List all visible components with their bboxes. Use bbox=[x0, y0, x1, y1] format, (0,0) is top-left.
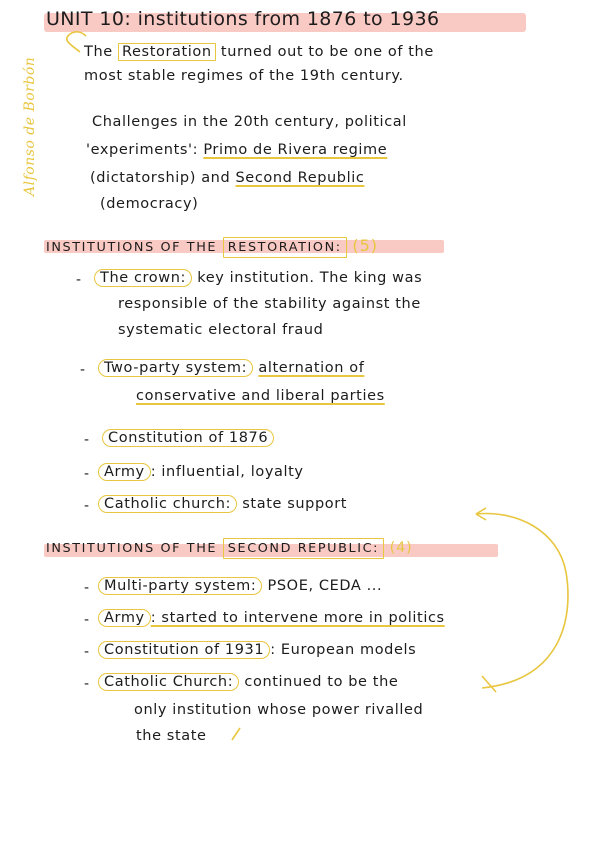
bullet-dash: - bbox=[84, 498, 90, 514]
challenges-line-1: Challenges in the 20th century, political bbox=[92, 114, 407, 130]
restoration-item-constitution bbox=[102, 430, 274, 446]
crown-line-2: responsible of the stability against the bbox=[118, 296, 421, 312]
republic-army-term: Army bbox=[98, 609, 151, 627]
republic-item-multi-party bbox=[98, 578, 382, 594]
republic-heading-pre: INSTITUTIONS OF THE bbox=[46, 541, 218, 556]
slash-mark bbox=[232, 728, 240, 740]
crown-term: The crown: bbox=[94, 269, 192, 287]
two-party-line-2-text: conservative and liberal parties bbox=[136, 388, 385, 404]
catholic-church-term: Catholic church: bbox=[98, 495, 237, 513]
two-party-term: Two-party system: bbox=[98, 359, 253, 377]
restoration-heading-pre: INSTITUTIONS OF THE bbox=[46, 240, 218, 255]
multi-party-line-1: PSOE, CEDA ... bbox=[267, 578, 383, 594]
constitution-1931-term: Constitution of 1931 bbox=[98, 641, 270, 659]
constitution-1876-term: Constitution of 1876 bbox=[102, 429, 274, 447]
crown-line-1: key institution. The king was bbox=[197, 270, 423, 286]
republic-count: (4) bbox=[389, 540, 413, 556]
bullet-dash: - bbox=[84, 466, 90, 482]
restoration-item-two-party bbox=[98, 360, 364, 376]
intro-line-2: most stable regimes of the 19th century. bbox=[84, 68, 404, 84]
republic-church-line-3: the state bbox=[136, 728, 207, 744]
restoration-count: (5) bbox=[352, 236, 378, 255]
army-term: Army bbox=[98, 463, 151, 481]
republic-heading bbox=[46, 540, 413, 556]
two-party-line-2 bbox=[136, 388, 385, 404]
intro-line-1 bbox=[84, 44, 434, 60]
bullet-dash: - bbox=[76, 272, 82, 288]
multi-party-term: Multi-party system: bbox=[98, 577, 262, 595]
restoration-item-church bbox=[98, 496, 347, 512]
second-republic-underlined: Second Republic bbox=[235, 170, 365, 186]
bullet-dash: - bbox=[80, 362, 86, 378]
republic-church-line-1: continued to be the bbox=[244, 674, 399, 690]
republic-item-church bbox=[98, 674, 398, 690]
church-link-arrowhead bbox=[476, 508, 486, 520]
restoration-item-army bbox=[98, 464, 304, 480]
slash-mark bbox=[482, 676, 496, 692]
intro-line1-post: turned out to be one of the bbox=[220, 44, 434, 60]
two-party-line-1: alternation of bbox=[258, 360, 365, 376]
bullet-dash: - bbox=[84, 612, 90, 628]
restoration-word-box: Restoration bbox=[118, 43, 216, 61]
challenges-line2-pre: 'experiments': bbox=[86, 142, 199, 158]
republic-item-army bbox=[98, 610, 445, 626]
challenges-line3-pre: (dictatorship) and bbox=[90, 170, 231, 186]
intro-pre: The bbox=[84, 44, 113, 60]
bullet-dash: - bbox=[84, 432, 90, 448]
primo-de-rivera-underlined: Primo de Rivera regime bbox=[203, 142, 388, 158]
republic-church-term: Catholic Church: bbox=[98, 673, 239, 691]
constitution-1931-line-1: : European models bbox=[270, 642, 417, 658]
restoration-heading-box: RESTORATION: bbox=[223, 237, 347, 258]
army-line-1: : influential, loyalty bbox=[150, 464, 304, 480]
bullet-dash: - bbox=[84, 580, 90, 596]
church-link-arrow bbox=[476, 513, 568, 688]
republic-church-line-2: only institution whose power rivalled bbox=[134, 702, 424, 718]
restoration-item-crown bbox=[94, 270, 422, 286]
republic-army-line-1: : started to intervene more in politics bbox=[150, 610, 445, 626]
page-title: UNIT 10: institutions from 1876 to 1936 bbox=[46, 8, 440, 30]
republic-item-constitution bbox=[98, 642, 416, 658]
bullet-dash: - bbox=[84, 676, 90, 692]
side-note: Alfonso de Borbón bbox=[22, 56, 38, 196]
bullet-dash: - bbox=[84, 644, 90, 660]
restoration-heading bbox=[46, 236, 378, 255]
challenges-line-4: (democracy) bbox=[100, 196, 199, 212]
challenges-line-2 bbox=[86, 142, 387, 158]
church-line-1: state support bbox=[242, 496, 348, 512]
crown-line-3: systematic electoral fraud bbox=[118, 322, 324, 338]
challenges-line-3 bbox=[90, 170, 364, 186]
republic-heading-box: SECOND REPUBLIC: bbox=[223, 538, 384, 559]
